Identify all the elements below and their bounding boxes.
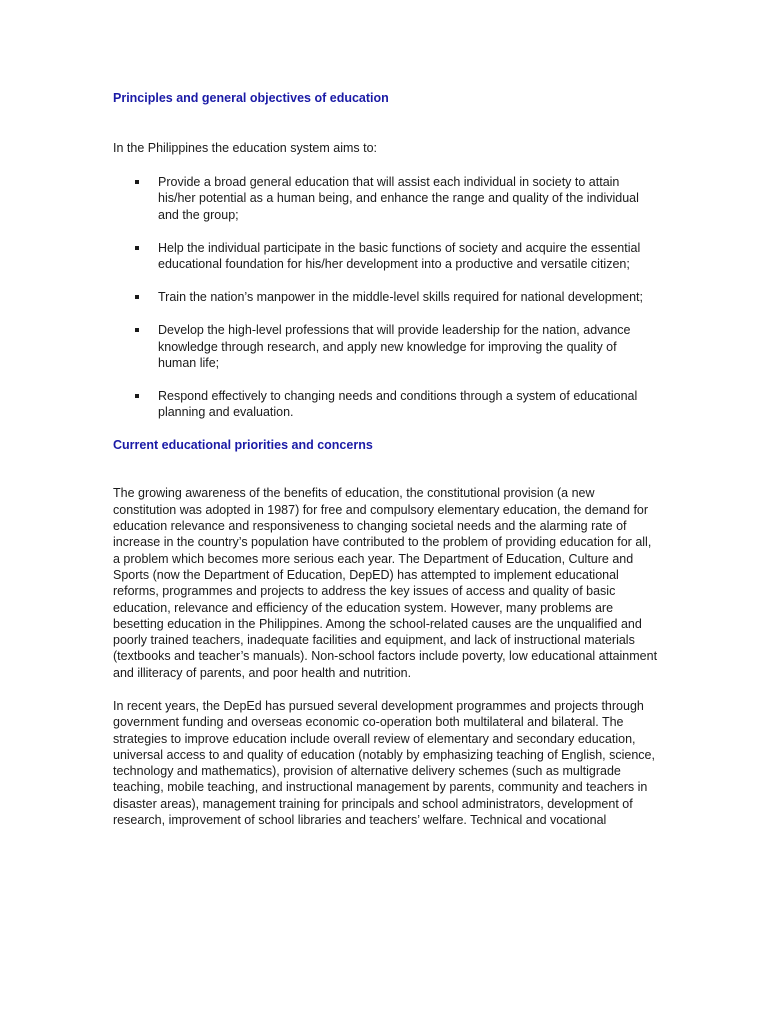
square-bullet-icon [135, 394, 139, 398]
square-bullet-icon [135, 180, 139, 184]
square-bullet-icon [135, 246, 139, 250]
body-paragraph: The growing awareness of the benefits of education, the constitutional provision (a new constitution was adopted in 1987) for free and compulsory elementary education, the demand for education relevance and responsiveness to changing societal needs and the alarming rate of increase in the country’s population have contributed to the problem of providing education for all, a problem which becomes more serious each year. The Department of Education, Culture and Sports (now the Department of Education, DepED) has attempted to implement educational reforms, programmes and projects to address the key issues of access and quality of basic education, relevance and efficiency of the education system. However, many problems are besetting education in the Philippines. Among the school-related causes are the unqualified and poorly trained teachers, inadequate facilities and equipment, and lack of instructional materials (textbooks and teacher’s manuals). Non-school factors include poverty, low educational attainment and illiteracy of parents, and poor health and nutrition. [113, 486, 658, 680]
document-page [113, 90, 658, 828]
list-item [113, 174, 658, 223]
list-item [113, 240, 658, 273]
list-item [113, 388, 658, 421]
list-item-text: Train the nation’s manpower in the middle-level skills required for national development; [158, 290, 643, 305]
list-item [113, 289, 658, 305]
list-item-text: Provide a broad general education that will assist each individual in society to attain his/her potential as a human being, and enhance the range and quality of the individual and the group; [158, 175, 639, 222]
list-item-text: Respond effectively to changing needs and conditions through a system of educational planning and evaluation. [158, 389, 638, 420]
list-item-text: Help the individual participate in the basic functions of society and acquire the essential educational foundation for his/her development into a productive and versatile citizen; [158, 240, 641, 272]
list-item-text: Develop the high-level professions that will provide leadership for the nation, advance knowledge through research, and apply new knowledge for improving the quality of human life; [158, 323, 631, 371]
section-heading-priorities: Current educational priorities and concerns [113, 438, 373, 453]
intro-text: In the Philippines the education system aims to: [113, 141, 378, 155]
objectives-list [113, 174, 658, 421]
square-bullet-icon [135, 328, 139, 332]
list-item [113, 322, 658, 371]
body-paragraph: In recent years, the DepEd has pursued several development programmes and projects through government funding and overseas economic co-operation both multilateral and bilateral. The strategies to improve education include overall review of elementary and secondary education, universal access to and quality of education (notably by emphasizing teaching of English, science, technology and mathematics), provision of alternative delivery schemes (such as multigrade teaching, mobile teaching, and instructional management by parents, community and teachers in disaster areas), management training for principals and school administrators, development of research, improvement of school libraries and teachers’ welfare. Technical and vocational [113, 699, 655, 828]
section-heading-principles: Principles and general objectives of education [113, 91, 389, 105]
square-bullet-icon [135, 295, 139, 299]
